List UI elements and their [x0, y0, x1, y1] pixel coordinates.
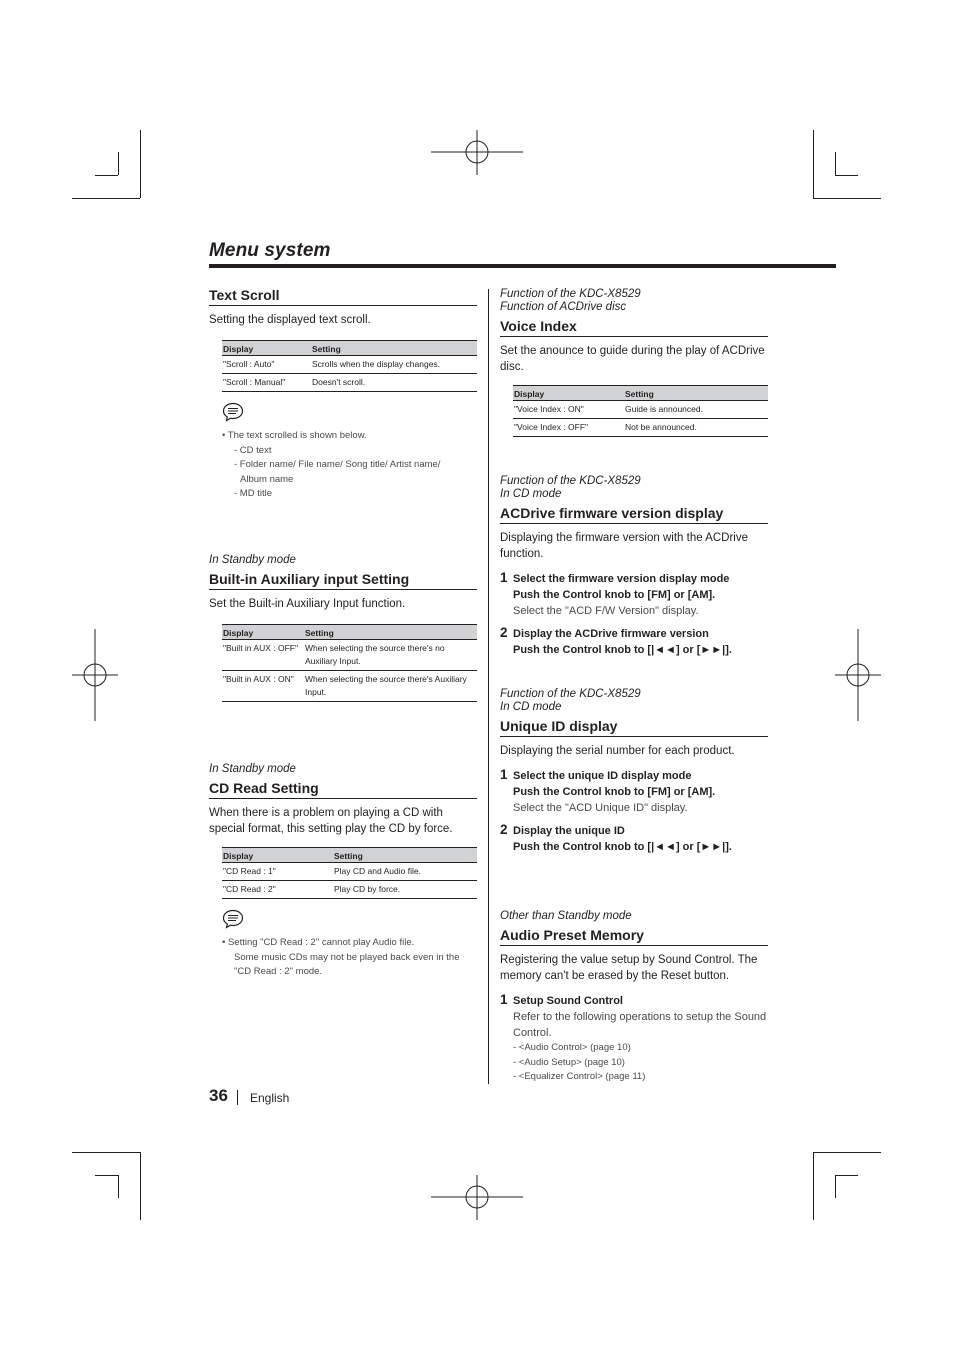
note-icon: [222, 402, 244, 422]
step-number: 2: [500, 625, 508, 640]
note-item: • The text scrolled is shown below.: [222, 430, 367, 441]
footer-language: English: [250, 1091, 290, 1105]
table-row: [222, 671, 477, 702]
section-desc: Displaying the firmware version with the ACDrive function.: [500, 532, 748, 560]
note-item: - MD title: [234, 488, 272, 499]
table-header: Display: [222, 848, 333, 863]
settings-table: [222, 847, 477, 899]
mode-label: In CD mode: [500, 488, 562, 500]
page-title: Menu system: [209, 240, 331, 261]
table-row: [222, 356, 477, 374]
section-desc: When there is a problem on playing a CD with special format, this setting play the CD by force.: [209, 807, 453, 835]
page-number: 36: [209, 1086, 228, 1105]
page-reference: - <Audio Control> (page 10): [513, 1042, 631, 1053]
step-number: 1: [500, 570, 508, 585]
table-cell: Play CD and Audio file.: [333, 863, 477, 881]
table-row: [222, 863, 477, 881]
step: [500, 993, 768, 1085]
note-item: "CD Read : 2" mode.: [234, 966, 323, 977]
mode-label: Other than Standby mode: [500, 910, 632, 922]
mode-label: In CD mode: [500, 701, 562, 713]
mode-label: In Standby mode: [209, 554, 296, 566]
settings-table: [222, 624, 477, 702]
step: [500, 823, 768, 855]
step-title: Display the ACDrive firmware version: [513, 628, 709, 640]
table-header: Display: [222, 625, 304, 640]
table-row: [513, 401, 768, 419]
step-action: Push the Control knob to [FM] or [AM].: [513, 589, 716, 601]
table-cell: "Built in AUX : ON": [222, 671, 304, 702]
note-icon: [222, 909, 244, 929]
table-cell: Scrolls when the display changes.: [311, 356, 477, 374]
table-header: Setting: [311, 341, 477, 356]
title-rule: [209, 264, 836, 268]
step-action: Push the Control knob to [|◄◄] or [►►|].: [513, 841, 732, 853]
table-cell: When selecting the source there's no Auxiliary Input.: [304, 640, 477, 671]
table-cell: Doesn't scroll.: [311, 374, 477, 392]
table-cell: Not be announced.: [624, 419, 768, 437]
table-cell: Play CD by force.: [333, 881, 477, 899]
step-number: 1: [500, 992, 508, 1007]
table-cell: "CD Read : 2": [222, 881, 333, 899]
note-item: - CD text: [234, 444, 272, 456]
table-cell: "CD Read : 1": [222, 863, 333, 881]
table-row: [222, 640, 477, 671]
step-note: Refer to the following operations to setup the Sound Control.: [513, 1011, 767, 1039]
section-desc: Setting the displayed text scroll.: [209, 314, 371, 326]
page-reference: - <Equalizer Control> (page 11): [513, 1071, 646, 1082]
note-item: Some music CDs may not be played back even in the: [234, 951, 460, 963]
step-action: Push the Control knob to [FM] or [AM].: [513, 786, 716, 798]
column-divider: [488, 289, 489, 1084]
section-heading: Unique ID display: [500, 718, 768, 737]
section-heading: ACDrive firmware version display: [500, 505, 768, 524]
note-list: [222, 936, 477, 980]
text-scroll-section: [209, 287, 477, 502]
section-desc: Registering the value setup by Sound Control. The memory can't be erased by the Reset button.: [500, 954, 758, 982]
table-cell: "Scroll : Auto": [222, 356, 311, 374]
voice-index-section: [500, 288, 768, 437]
section-desc: Set the anounce to guide during the play of ACDrive disc.: [500, 345, 765, 373]
section-heading: CD Read Setting: [209, 780, 477, 799]
step-note: Select the "ACD F/W Version" display.: [513, 605, 699, 617]
footer-divider: [237, 1090, 238, 1105]
section-heading: Text Scroll: [209, 287, 477, 306]
table-cell: "Scroll : Manual": [222, 374, 311, 392]
table-cell: "Voice Index : OFF": [513, 419, 624, 437]
settings-table: [222, 340, 477, 392]
note-item: • Setting "CD Read : 2" cannot play Audio file.: [222, 937, 415, 948]
table-cell: When selecting the source there's Auxiliary Input.: [304, 671, 477, 702]
step-note: Select the "ACD Unique ID" display.: [513, 802, 688, 814]
cd-read-section: [209, 763, 477, 980]
table-row: [222, 881, 477, 899]
page-reference: - <Audio Setup> (page 10): [513, 1056, 625, 1068]
table-header: Display: [513, 386, 624, 401]
table-row: [513, 419, 768, 437]
section-heading: Built-in Auxiliary input Setting: [209, 571, 477, 590]
table-header: Setting: [624, 386, 768, 401]
step-title: Display the unique ID: [513, 825, 625, 837]
table-cell: "Built in AUX : OFF": [222, 640, 304, 671]
step: [500, 768, 768, 816]
mode-label: Function of ACDrive disc: [500, 301, 627, 313]
table-header: Setting: [304, 625, 477, 640]
section-desc: Displaying the serial number for each product.: [500, 745, 735, 757]
step-title: Select the unique ID display mode: [513, 770, 692, 782]
unique-id-section: [500, 688, 768, 855]
note-item: - Folder name/ File name/ Song title/ Artist name/: [234, 459, 441, 470]
table-row: [222, 374, 477, 392]
table-header: Display: [222, 341, 311, 356]
section-heading: Voice Index: [500, 318, 768, 337]
note-list: [222, 429, 477, 502]
step-title: Setup Sound Control: [513, 995, 623, 1007]
mode-label: In Standby mode: [209, 763, 296, 775]
firmware-section: [500, 475, 768, 658]
step-title: Select the firmware version display mode: [513, 573, 730, 585]
audio-preset-section: [500, 910, 768, 1085]
step-number: 1: [500, 767, 508, 782]
aux-input-section: [209, 554, 477, 702]
step-number: 2: [500, 822, 508, 837]
step-action: Push the Control knob to [|◄◄] or [►►|].: [513, 644, 732, 656]
section-heading: Audio Preset Memory: [500, 927, 768, 946]
settings-table: [513, 385, 768, 437]
table-cell: Guide is announced.: [624, 401, 768, 419]
step: [500, 626, 768, 658]
note-item: Album name: [240, 473, 294, 485]
section-desc: Set the Built-in Auxiliary Input function.: [209, 598, 406, 610]
step: [500, 571, 768, 619]
table-header: Setting: [333, 848, 477, 863]
table-cell: "Voice Index : ON": [513, 401, 624, 419]
mode-label: Function of the KDC-X8529: [500, 475, 641, 487]
mode-label: Function of the KDC-X8529: [500, 688, 641, 700]
mode-label: Function of the KDC-X8529: [500, 288, 641, 300]
